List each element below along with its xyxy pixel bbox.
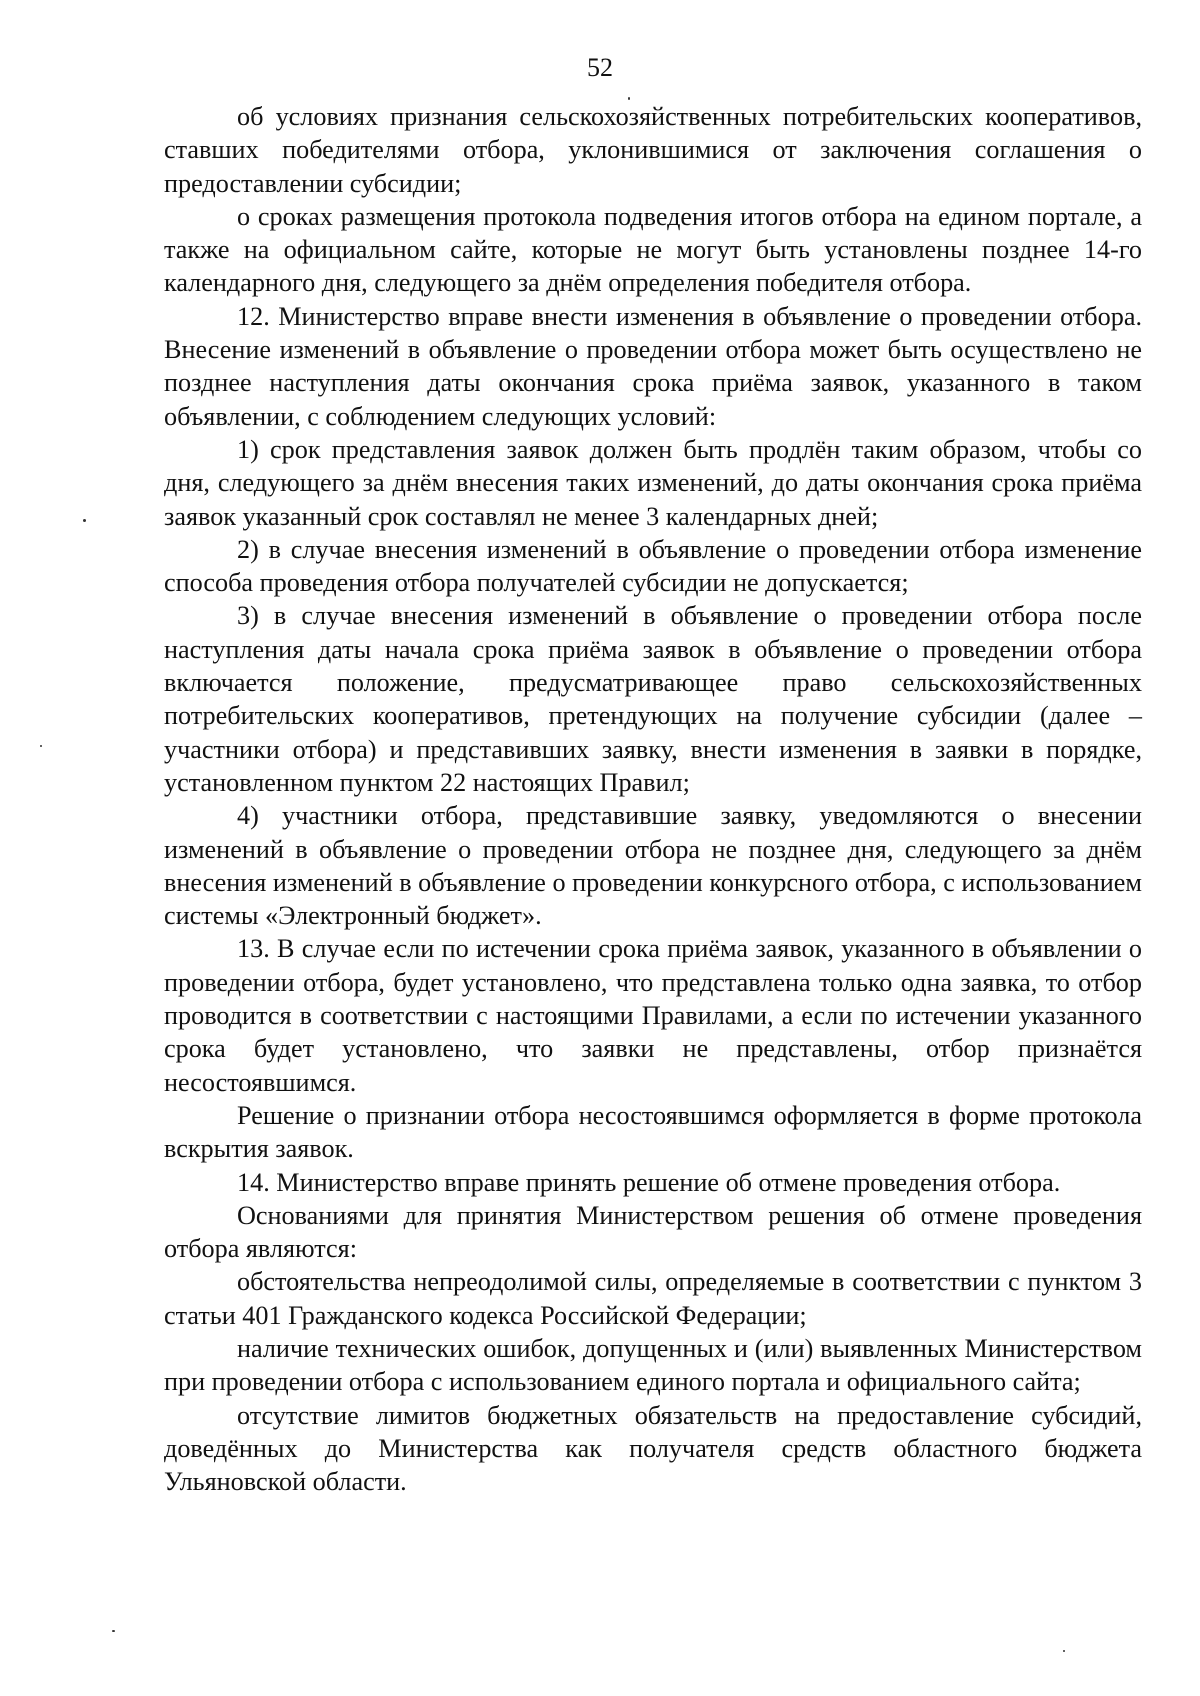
paragraph-14-ground-force-majeure: обстоятельства непреодолимой силы, определяемые в соответствии с пунктом 3 статьи 401 Гражданского кодекса Российской Федерации; [164, 1267, 1142, 1330]
paragraph-protocol-deadline: о сроках размещения протокола подведения итогов отбора на едином портале, а также на официальном сайте, которые не могут быть установлены позднее 14-го календарного дня, следующего за днём определения победителя отбора. [164, 201, 1142, 298]
paragraph-12-item-3: 3) в случае внесения изменений в объявление о проведении отбора после наступления даты начала срока приёма заявок в объявление о проведении отбора включается положение, предусматривающее право сельскохозяйственных потребительских кооперативов, претендующих на получение субсидии (далее – участники отбора) и представивших заявку, внести изменения в заявки в порядке, установленном пунктом 22 настоящих Правил; [164, 601, 1142, 797]
paragraph-13-decision: Решение о признании отбора несостоявшимся оформляется в форме протокола вскрытия заявок. [164, 1100, 1142, 1164]
paragraph-12-item-1: 1) срок представления заявок должен быть продлён таким образом, чтобы со дня, следующего за днём внесения таких изменений, до даты окончания срока приёма заявок указанный срок составлял не менее 3 календарных дней; [164, 434, 1142, 531]
paragraph-12-amendments: 12. Министерство вправе внести изменения в объявление о проведении отбора. Внесение изменений в объявление о проведении отбора может быть осуществлено не позднее наступления даты окончания срока приёма заявок, указанного в таком объявлении, с соблюдением следующих условий: [164, 301, 1142, 431]
scan-speck [1063, 1650, 1065, 1652]
paragraph-12-item-2: 2) в случае внесения изменений в объявление о проведении отбора изменение способа проведения отбора получателей субсидии не допускается; [164, 534, 1142, 598]
paragraph-14-grounds: Основаниями для принятия Министерством решения об отмене проведения отбора являются: [164, 1200, 1142, 1264]
paragraph-13-single-bid: 13. В случае если по истечении срока приёма заявок, указанного в объявлении о проведении отбора, будет установлено, что представлена только одна заявка, то отбор проводится в соответствии с настоящими Правилами, а если по истечении указанного срока будет установлено, что заявки не представлены, отбор признаётся несостоявшимся. [164, 934, 1142, 1097]
paragraph-12-item-4: 4) участники отбора, представившие заявку, уведомляются о внесении изменений в объявление о проведении отбора не позднее дня, следующего за днём внесения изменений в объявление о проведении конкурсного отбора, с использованием системы «Электронный бюджет». [164, 801, 1142, 931]
scan-speck [83, 519, 86, 522]
paragraph-14-cancellation: 14. Министерство вправе принять решение об отмене проведения отбора. [237, 1167, 1061, 1197]
page-number: 52 [587, 53, 613, 82]
paragraph-conditions-winners: об условиях признания сельскохозяйственных потребительских кооперативов, ставших победителями отбора, уклонившимися от заключения соглашения о предоставлении субсидии; [164, 102, 1142, 198]
paragraph-14-ground-technical-errors: наличие технических ошибок, допущенных и (или) выявленных Министерством при проведении отбора с использованием единого портала и официального сайта; [164, 1333, 1142, 1397]
scan-speck [112, 1630, 115, 1632]
document-body [164, 100, 1142, 1498]
scan-speck [40, 745, 42, 747]
paragraph-14-ground-no-limits: отсутствие лимитов бюджетных обязательств на предоставление субсидий, доведённых до Министерства как получателя средств областного бюджета Ульяновской области. [164, 1400, 1142, 1497]
scan-speck [628, 97, 630, 100]
